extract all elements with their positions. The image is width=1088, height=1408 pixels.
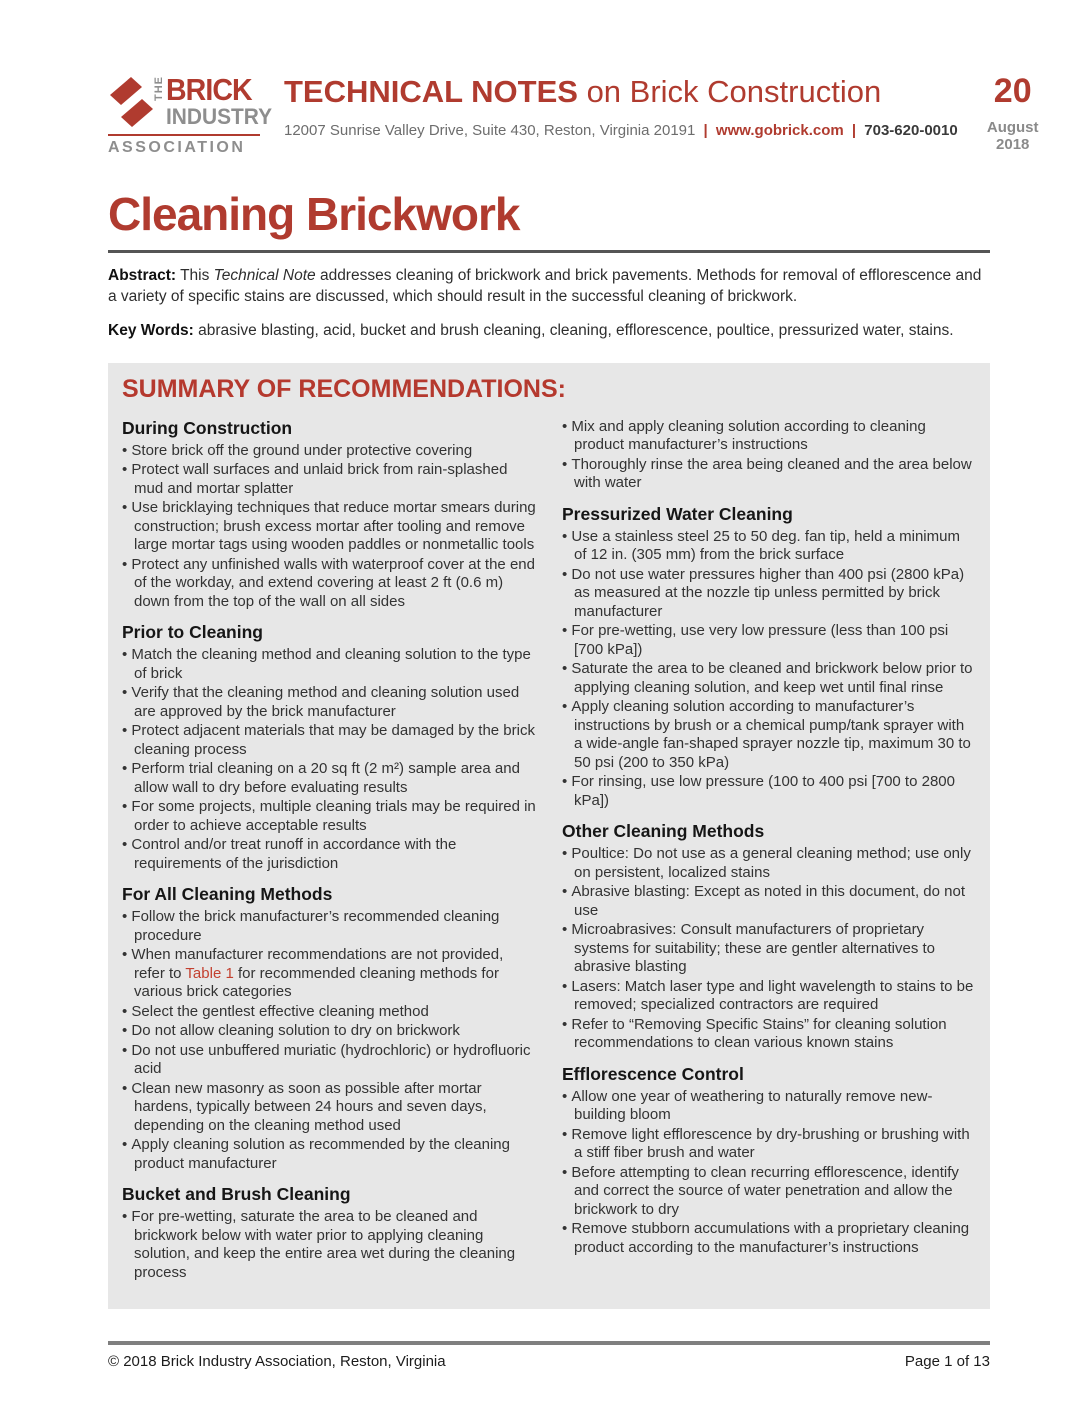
summary-section bbox=[562, 1064, 976, 1258]
bullet-item: • Select the gentlest effective cleaning method bbox=[122, 1003, 536, 1022]
footer-rule bbox=[108, 1341, 990, 1345]
abstract-label: Abstract: bbox=[108, 267, 177, 284]
title-rule bbox=[108, 250, 990, 253]
logo-brick-label: BRICK bbox=[166, 72, 252, 107]
bullet-item: • For pre-wetting, use very low pressure (less than 100 psi [700 kPa]) bbox=[562, 622, 976, 659]
bullet-item: • Saturate the area to be cleaned and brickwork below prior to applying cleaning solution, and keep wet until final rinse bbox=[562, 660, 976, 697]
address-text: 12007 Sunrise Valley Drive, Suite 430, Reston, Virginia 20191 bbox=[284, 121, 696, 139]
series-title-strong: TECHNICAL NOTES bbox=[284, 74, 578, 109]
logo-association-label: ASSOCIATION bbox=[108, 139, 246, 156]
bullet-item: • Clean new masonry as soon as possible after mortar hardens, typically between 24 hours and seven days, depending on the cleaning method used bbox=[122, 1080, 536, 1136]
bullet-item: • Before attempting to clean recurring efflorescence, identify and correct the source of water penetration and allow the brickwork to dry bbox=[562, 1164, 976, 1220]
address-separator: | bbox=[703, 121, 708, 139]
issue-month: August bbox=[986, 119, 1039, 136]
header-text bbox=[284, 74, 958, 157]
abstract-text: This bbox=[176, 267, 214, 284]
bullet-list bbox=[562, 418, 976, 493]
summary-column-left bbox=[122, 418, 536, 1294]
bullet-item: • Store brick off the ground under protective covering bbox=[122, 442, 536, 461]
website-link[interactable]: www.gobrick.com bbox=[715, 121, 844, 139]
bullet-item: • Do not use water pressures higher than 400 psi (2800 kPa) as measured at the nozzle tip unless permitted by brick manufacturer bbox=[562, 566, 976, 622]
masthead bbox=[108, 0, 1039, 157]
summary-column-right bbox=[562, 418, 976, 1294]
summary-section bbox=[122, 622, 536, 873]
bullet-item: • Remove stubborn accumulations with a proprietary cleaning product according to the manufacturer’s instructions bbox=[562, 1220, 976, 1257]
logo-divider bbox=[108, 134, 260, 136]
bullet-list bbox=[122, 646, 536, 873]
bullet-list bbox=[122, 442, 536, 612]
bullet-item: • For pre-wetting, saturate the area to be cleaned and brickwork below with water prior to applying cleaning solution, and keep the entire area wet during the cleaning process bbox=[122, 1208, 536, 1282]
bullet-item: • Match the cleaning method and cleaning solution to the type of brick bbox=[122, 646, 536, 683]
summary-section bbox=[562, 821, 976, 1053]
summary-section bbox=[562, 418, 976, 493]
bullet-item: • Perform trial cleaning on a 20 sq ft (2 m²) sample area and allow wall to dry before evaluating results bbox=[122, 760, 536, 797]
bullet-item: • Verify that the cleaning method and cleaning solution used are approved by the brick manufacturer bbox=[122, 684, 536, 721]
bullet-text: When manufacturer recommendations are not provided, refer to bbox=[131, 946, 504, 982]
bullet-item: • Poultice: Do not use as a general cleaning method; use only on persistent, localized stains bbox=[562, 845, 976, 882]
series-title-rest: on Brick Construction bbox=[577, 74, 882, 109]
table-1-link[interactable]: Table 1 bbox=[185, 964, 234, 982]
bullet-item: • Refer to “Removing Specific Stains” for cleaning solution recommendations to clean various known stains bbox=[562, 1016, 976, 1053]
phone-number: 703-620-0010 bbox=[864, 121, 958, 139]
series-title bbox=[284, 76, 958, 109]
bia-logo bbox=[108, 72, 273, 157]
abstract-text: addresses cleaning of brickwork and brick pavements. Methods for removal of efflorescence and a variety of specific stains are discussed, which should result in the successful cleaning of brickwork. bbox=[108, 267, 982, 305]
bullet-item bbox=[122, 946, 536, 1002]
logo-industry-label: INDUSTRY bbox=[166, 104, 273, 129]
bullet-item: • Thoroughly rinse the area being cleaned and the area below with water bbox=[562, 456, 976, 493]
summary-section bbox=[562, 504, 976, 811]
issue-number: 20 bbox=[993, 72, 1032, 110]
bullet-item: • For some projects, multiple cleaning trials may be required in order to achieve acceptable results bbox=[122, 798, 536, 835]
bullet-item: • Protect any unfinished walls with waterproof cover at the end of the workday, and extend covering at least 2 ft (0.6 m) down from the top of the wall on all sides bbox=[122, 556, 536, 612]
keywords bbox=[108, 321, 990, 342]
address-separator: | bbox=[851, 121, 857, 139]
keywords-text: abrasive blasting, acid, bucket and brush cleaning, cleaning, efflorescence, poultice, pressurized water, stains. bbox=[193, 322, 954, 340]
section-heading: During Construction bbox=[122, 417, 293, 438]
bullet-item: • Apply cleaning solution according to manufacturer’s instructions by brush or a chemical pump/tank sprayer with a wide-angle fan-shaped sprayer nozzle tip, maximum 30 to 50 psi (200 to 350 kPa) bbox=[562, 698, 976, 772]
bullet-list bbox=[122, 1208, 536, 1282]
summary-section bbox=[122, 1184, 536, 1282]
issue-year: 2018 bbox=[996, 135, 1030, 153]
bullet-item: • Control and/or treat runoff in accordance with the requirements of the jurisdiction bbox=[122, 836, 536, 873]
section-heading: Efflorescence Control bbox=[562, 1063, 744, 1084]
copyright-text: © 2018 Brick Industry Association, Reston, Virginia bbox=[108, 1353, 446, 1370]
bullet-item: • Abrasive blasting: Except as noted in this document, do not use bbox=[562, 883, 976, 920]
page-number: Page 1 of 13 bbox=[904, 1353, 990, 1370]
bullet-text: for recommended cleaning methods for various brick categories bbox=[134, 964, 499, 1001]
summary-title: SUMMARY OF RECOMMENDATIONS: bbox=[122, 374, 566, 403]
issue-date bbox=[982, 120, 1044, 153]
bullet-list bbox=[562, 528, 976, 811]
bullet-item: • Microabrasives: Consult manufacturers of proprietary systems for suitability; these are gentler alternatives to abrasive blasting bbox=[562, 921, 976, 977]
abstract-italic: Technical Note bbox=[213, 267, 316, 284]
summary-section bbox=[122, 418, 536, 612]
section-heading: Bucket and Brush Cleaning bbox=[122, 1184, 351, 1205]
bullet-list bbox=[562, 1088, 976, 1258]
bullet-item: • Follow the brick manufacturer’s recommended cleaning procedure bbox=[122, 908, 536, 945]
publisher-address bbox=[284, 122, 958, 139]
bullet-item: • Allow one year of weathering to naturally remove new-building bloom bbox=[562, 1088, 976, 1125]
bullet-item: • Use bricklaying techniques that reduce mortar smears during construction; brush excess mortar after tooling and remove large mortar tags using wooden paddles or nonmetallic tools bbox=[122, 499, 536, 555]
bullet-item: • For rinsing, use low pressure (100 to 400 psi [700 to 2800 kPa]) bbox=[562, 773, 976, 810]
bullet-list bbox=[562, 845, 976, 1053]
bullet-item: • Mix and apply cleaning solution according to cleaning product manufacturer’s instructions bbox=[562, 418, 976, 455]
bullet-list bbox=[122, 908, 536, 1173]
section-heading: For All Cleaning Methods bbox=[122, 884, 333, 905]
section-heading: Prior to Cleaning bbox=[122, 622, 263, 643]
abstract bbox=[108, 266, 990, 307]
summary-section bbox=[122, 884, 536, 1173]
bullet-item: • Lasers: Match laser type and light wavelength to stains to be removed; specialized contractors are required bbox=[562, 978, 976, 1015]
bullet-item: • Protect adjacent materials that may be damaged by the brick cleaning process bbox=[122, 722, 536, 759]
bullet-item: • Remove light efflorescence by dry-brushing or brushing with a stiff fiber brush and water bbox=[562, 1126, 976, 1163]
bullet-item: • Protect wall surfaces and unlaid brick from rain-splashed mud and mortar splatter bbox=[122, 461, 536, 498]
bullet-item: • Apply cleaning solution as recommended by the cleaning product manufacturer bbox=[122, 1136, 536, 1173]
section-heading: Other Cleaning Methods bbox=[562, 821, 765, 842]
page-footer bbox=[108, 1341, 990, 1370]
brick-logo-icon bbox=[108, 74, 154, 130]
bullet-item: • Do not allow cleaning solution to dry on brickwork bbox=[122, 1022, 536, 1041]
bullet-item: • Do not use unbuffered muriatic (hydrochloric) or hydrofluoric acid bbox=[122, 1042, 536, 1079]
page-title: Cleaning Brickwork bbox=[108, 188, 520, 240]
keywords-label: Key Words: bbox=[108, 322, 194, 340]
issue-block bbox=[982, 74, 1044, 157]
bullet-item: • Use a stainless steel 25 to 50 deg. fan tip, held a minimum of 12 in. (305 mm) from the brick surface bbox=[562, 528, 976, 565]
logo-the-label: THE bbox=[153, 76, 165, 101]
summary-box bbox=[108, 363, 990, 1310]
section-heading: Pressurized Water Cleaning bbox=[562, 503, 793, 524]
